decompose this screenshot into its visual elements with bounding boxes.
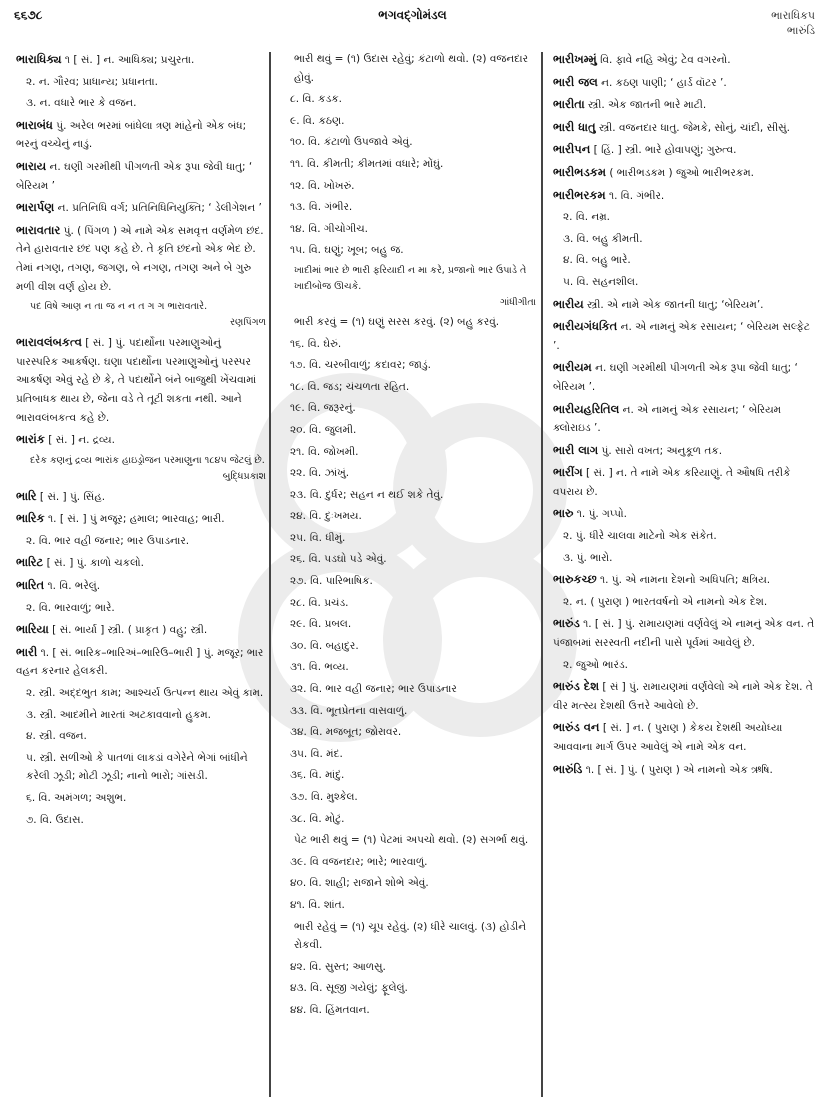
sense: ૨૩. વિ. દુર્ધર; સહન ન થઈ શકે તેવું. bbox=[290, 488, 444, 501]
sense: ૩૭. વિ. મુશ્કેલ. bbox=[290, 791, 358, 803]
definition: પું. સારો વખત; અનુકૂળ તક. bbox=[598, 444, 723, 457]
headword: ભારુકચ્છ bbox=[553, 572, 597, 587]
sense: ૩૯. વિ વજનદાર; ભારે; ભારવાળું. bbox=[290, 855, 428, 868]
sense: ૯. વિ. કઠણ. bbox=[290, 114, 345, 127]
sense: ૬. વિ. અમંગળ; અશુભ. bbox=[26, 792, 127, 804]
column-divider bbox=[269, 52, 271, 1097]
guide-word-last: ભારુંડિ bbox=[786, 24, 815, 37]
dictionary-entry bbox=[16, 620, 266, 640]
dictionary-entry bbox=[16, 116, 266, 154]
dictionary-entry bbox=[16, 509, 266, 529]
headword: ભારાર્પણ bbox=[16, 200, 55, 215]
dictionary-entry bbox=[553, 73, 815, 93]
definition: [ સં. ] પું. પદાર્થોના પરમાણુઓનું પારસ્પરિક આકર્ષણ. ઘણા પદાર્થોના પરમાણુઓનું પરસ્પર આકર્ષણ એવું રહે છે કે, તે પદાર્થોને બંને બાજુથી ખેંચવામાં પ્રતિબાધક થાય છે, જેના વડે તે તૂટી શકતા નથી. આને ભારાવલંબકત્વ કહે છે. bbox=[16, 337, 257, 424]
dictionary-entry bbox=[16, 487, 266, 507]
sense: ૩૮. વિ. મોટું. bbox=[290, 812, 345, 825]
definition: [ સં. ] ન. તે નામે એક કરિયાણું. તે ઔષધિ તરીકે વપરાય છે. bbox=[553, 467, 791, 498]
definition: ૧. વિ. ભરેલું. bbox=[44, 580, 101, 593]
definition: ન. એ નામનું એક રસાયન; ‘ બેરિયમ સલ્ફેટ ’. bbox=[553, 321, 810, 352]
headword: ભારિ bbox=[16, 488, 37, 503]
sense: ૭. વિ. ઉદાસ. bbox=[26, 813, 84, 826]
sense: ૩૫. વિ. મંદ. bbox=[290, 747, 343, 760]
definition: ૧. પું. ગપ્પો. bbox=[573, 508, 627, 521]
definition: ન. પ્રતિનિધિ વર્ગ; પ્રતિનિધિનિયુક્તિ; ‘ ડેલીગેશન ’ bbox=[54, 202, 262, 215]
sense: ૨. પું. ધીરે ચાલવા માટેનો એક સંકેત. bbox=[563, 530, 717, 543]
sense: ૩૦. વિ. બહાદુર. bbox=[290, 639, 359, 652]
sense: ૨૬. વિ. પડઘો પડે એવું. bbox=[290, 553, 387, 566]
headword: ભારાવલંબકત્વ bbox=[16, 335, 82, 350]
definition: [ સં. ભાર્યા ] સ્ત્રી. ( પ્રાકૃત ) વહુ; સ્ત્રી. bbox=[48, 624, 208, 637]
headword: ભારાંક bbox=[16, 432, 45, 447]
sense: ૧૮. વિ. જડ; ચંચળતા રહિત. bbox=[290, 380, 410, 393]
dictionary-entry bbox=[553, 95, 815, 115]
sense: ૪૨. વિ. સુસ્ત; આળસુ. bbox=[290, 960, 386, 973]
dictionary-entry bbox=[16, 50, 266, 70]
citation bbox=[16, 299, 266, 330]
sense: ૩૬. વિ. માંદું. bbox=[290, 769, 345, 782]
headword: ભારિત bbox=[16, 578, 45, 593]
sense: ૩૨. વિ. ભાર વહી જનાર; ભાર ઉપાડનાર bbox=[290, 683, 457, 696]
sense: ૨૧. વિ. જોખમી. bbox=[290, 445, 359, 458]
sense: ૩૪. વિ. મજબૂત; જોરાવર. bbox=[290, 726, 402, 739]
sense: ૪૦. વિ. શાહી; રાજાને શોભે એવું. bbox=[290, 877, 429, 890]
dictionary-entry bbox=[553, 504, 815, 524]
sense: ૨. સ્ત્રી. અદ્દભુત કામ; આશ્ચર્ય ઉત્પન્ન થાય એવું કામ. bbox=[26, 687, 264, 700]
sense: ૪૪. વિ. હિંમતવાન. bbox=[290, 1003, 370, 1016]
sense: ૨૪. વિ. દુઃખમય. bbox=[290, 510, 362, 523]
sense: ૩૩. વિ. ભૂતપ્રેતના વાસવાળું. bbox=[290, 704, 408, 717]
headword: ભારાવતાર bbox=[16, 222, 61, 237]
headword: ભારી જલ bbox=[553, 74, 598, 89]
headword: ભારિક bbox=[16, 511, 45, 526]
definition: ન. ઘણી ગરમીથી પીગળતી એક રૂપા જેવી ધાતુ; ‘ બેરિયમ ’. bbox=[553, 362, 798, 393]
headword: ભારીયમ bbox=[553, 360, 592, 375]
citation-quote: ખાદીમાં ભાર છે ભારી ફરિયાદી ન મા કરે, પ્રજાનો ભાર ઉપાડે તે ખાદીબોજ ઊચકે. bbox=[294, 264, 527, 292]
citation-source: બુદ્ધિપ્રકાશ bbox=[222, 470, 266, 482]
definition: ૧. [ સં. ભારિક–ભારિઅં–ભારિઉ–ભારી ] પું. મજૂર; ભાર વહન કરનાર હેલકરી. bbox=[16, 646, 264, 678]
headword: ભારીભરકમ bbox=[553, 187, 606, 202]
headword: ભારી લાગ bbox=[553, 442, 599, 457]
sense: ૨૨. વિ. ઝાંખું. bbox=[290, 467, 350, 480]
citation-quote: પદ વિષે આણ ન તા જ ન ન ત ગ ગ ભારાવતારે. bbox=[30, 301, 208, 313]
idiom: ભારી કરવું = (૧) ઘણું સરસ કરવું. (૨) બહુ કરવું. bbox=[294, 315, 500, 328]
definition: [ સં. ] ન. દ્રવ્ય. bbox=[44, 434, 115, 447]
dictionary-entry bbox=[16, 576, 266, 596]
dictionary-entry bbox=[16, 198, 266, 218]
definition: ન. ઘણી ગરમીથી પીગળતી એક રૂપા જેવી ધાતુ; ‘ બેરિયમ ’ bbox=[16, 160, 253, 192]
column-right bbox=[553, 50, 815, 782]
headword: ભારીય bbox=[553, 296, 584, 311]
sense: ૨. વિ. ભારવાળું; ભારે. bbox=[26, 601, 115, 614]
sense: ૨૫. વિ. ધીમું. bbox=[290, 531, 346, 544]
citation-quote: દરેક કણનું દ્રવ્ય ભારાંક હાઇડ્રોજન પરમાણુના ૧૮૪૫ જેટલું છે. bbox=[30, 454, 265, 466]
citation-source: ગાંધીગીતા bbox=[500, 296, 536, 308]
dictionary-entry bbox=[553, 614, 815, 652]
definition: ( ભારીભડકમ ) જુઓ ભારીભરકમ. bbox=[606, 166, 754, 179]
dictionary-columns bbox=[0, 30, 825, 1095]
headword: ભારીભડકમ bbox=[553, 164, 607, 179]
sense: ૧૪. વિ. ગીચોગીચ. bbox=[290, 222, 369, 235]
sense: ૮. વિ. કડક. bbox=[290, 93, 342, 106]
sense: ૨૭. વિ. પારિભાષિક. bbox=[290, 575, 373, 588]
guide-word-first: ભારાધિકપ bbox=[771, 9, 815, 22]
headword: ભારુ bbox=[553, 506, 574, 521]
sense: ૧૭. વિ. ચરબીવાળું; કદાવર; જાડું. bbox=[290, 359, 431, 372]
sense: ૧૧. વિ. કીમતી; કીમતમાં વધારે; મોંઘું. bbox=[290, 157, 444, 170]
book-title: ભગવદ્ગોમંડલ bbox=[378, 8, 447, 22]
sense: ૪૧. વિ. શાંત. bbox=[290, 898, 345, 911]
dictionary-entry bbox=[553, 463, 815, 501]
definition: [ સં. ] પું. કાળો ચકલો. bbox=[43, 557, 144, 570]
dictionary-entry bbox=[553, 118, 815, 138]
citation bbox=[16, 453, 266, 484]
sense: ૧૨. વિ. ખોખરું. bbox=[290, 179, 355, 192]
sense: ૪. સ્ત્રી. વજન. bbox=[26, 730, 87, 743]
dictionary-entry bbox=[553, 718, 815, 756]
headword: ભારીતા bbox=[553, 97, 585, 112]
dictionary-entry bbox=[553, 50, 815, 70]
headword: ભારાબંધ bbox=[16, 117, 53, 132]
dictionary-entry bbox=[553, 677, 815, 715]
sense: ૨૯. વિ. પ્રબલ. bbox=[290, 618, 352, 631]
dictionary-entry bbox=[16, 553, 266, 573]
idiom: ભારી રહેવું = (૧) ચૂપ રહેવું. (૨) ધીરે ચાલવું. (૩) હોડીને રોકવી. bbox=[294, 920, 527, 952]
definition: ૧. [ સં. ] પું મજૂર; હમાલ; ભારવાહ; ભારી. bbox=[44, 513, 225, 526]
dictionary-entry bbox=[16, 333, 266, 427]
definition: પું. અરેલ ભરમાં બાંધેલા ત્રણ માંહેનો એક બંધ; ભરનું વચ્ચેનું નાડું. bbox=[16, 119, 247, 151]
sense: ૨૦. વિ. જુલમી. bbox=[290, 423, 357, 436]
headword: ભારીયગંધકિત bbox=[553, 319, 618, 334]
headword: ભારી ધાતુ bbox=[553, 119, 596, 134]
dictionary-entry bbox=[553, 358, 815, 396]
dictionary-entry bbox=[553, 441, 815, 461]
definition: [ સં ] પું. રામાયણમાં વર્ણવેલો એ નામે એક દેશ. તે વીર મત્સ્ય દેશથી ઉત્તરે આવેલો છે. bbox=[553, 681, 813, 712]
dictionary-entry bbox=[553, 570, 815, 590]
sense: ૨૮. વિ. પ્રચંડ. bbox=[290, 596, 349, 609]
idiom: ભારી થવું = (૧) ઉદાસ રહેવું; કંટાળો થવો. (૨) વજનદાર હોવું. bbox=[294, 53, 529, 84]
definition: [ સં. ] ન. ( પુરાણ ) કેકય દેશથી અયોધ્યા આવવાના માર્ગ ઉપર આવેલું એ નામે એક વન. bbox=[553, 722, 783, 753]
citation bbox=[280, 263, 536, 310]
sense: ૩. સ્ત્રી. આદમીને મારતાં અટકાવવાનો હુકમ. bbox=[26, 708, 212, 721]
definition: ન. કઠણ પાણી; ‘ હાર્ડ વૉટર ’. bbox=[597, 76, 727, 89]
headword: ભારીખમ્મું bbox=[553, 52, 597, 66]
dictionary-entry bbox=[553, 163, 815, 183]
dictionary-entry bbox=[553, 317, 815, 355]
headword: ભારુંડિ bbox=[553, 761, 583, 776]
sense: ૧૫. વિ. ઘણું; ખૂબ; બહુ જ. bbox=[290, 244, 404, 257]
definition: સ્ત્રી. એક જાતની ભારે માટી. bbox=[584, 99, 707, 112]
headword: ભારુંડ દેશ bbox=[553, 679, 600, 694]
sense: ૨. જુઓ ભારંડ. bbox=[563, 658, 628, 671]
sense: ૩. વિ. બહુ કીમતી. bbox=[563, 232, 643, 245]
headword: ભારીપન bbox=[553, 142, 591, 157]
sense: ૨. ન. ( પુરાણ ) ભારતવર્ષનો એ નામનો એક દેશ. bbox=[563, 595, 768, 608]
page-header bbox=[0, 0, 825, 37]
sense: ૨. વિ. ભાર વહી જનાર; ભાર ઉપાડનાર. bbox=[26, 534, 190, 547]
dictionary-entry bbox=[553, 760, 815, 780]
sense: ૨. ન. ગૌરવ; પ્રાધાન્ય; પ્રધાનતા. bbox=[26, 75, 158, 88]
headword: ભારિયા bbox=[16, 622, 49, 637]
headword: ભારીંગ bbox=[553, 465, 583, 480]
sense: ૧૬. વિ. ઘેરું. bbox=[290, 337, 342, 350]
sense: ૨. વિ. નમ્ર. bbox=[563, 211, 611, 224]
sense: ૧૯. વિ. જરૂરનું. bbox=[290, 402, 356, 415]
dictionary-entry bbox=[16, 643, 266, 681]
definition: ૧. [ સં. ] પું. રામાયણમાં વર્ણવેલું એ નામનું એક વન. તે પંજાબમાં સરસ્વતી નદીની પાસે પૂર્વમાં આવેલું છે. bbox=[553, 618, 815, 650]
sense: ૫. સ્ત્રી. સળીઓ કે પાતળાં લાકડાં વગેરેને ભેગાં બાંધીને કરેલી ઝૂડી; મોટી ઝૂડી; નાનો ભારો; ગાંસડી. bbox=[26, 751, 248, 783]
column-left bbox=[16, 50, 266, 832]
citation-source: રણપિંગળ bbox=[230, 317, 266, 329]
dictionary-entry bbox=[553, 140, 815, 160]
sense: ૩૧. વિ. ભવ્ય. bbox=[290, 661, 349, 674]
sense: ૩. ન. વધારે ભાર કે વજન. bbox=[26, 97, 137, 110]
idiom: પેટ ભારી થવું = (૧) પેટમાં અપચો થવો. (૨) સગર્ભા થવું. bbox=[294, 834, 529, 847]
dictionary-entry bbox=[553, 295, 815, 315]
headword: ભારુંડ bbox=[553, 616, 580, 631]
dictionary-entry bbox=[553, 186, 815, 206]
definition: ૧. [ સં. ] પું. ( પુરાણ ) એ નામનો એક ઋષિ. bbox=[582, 763, 773, 776]
page-number: ૬૬૭૮ bbox=[14, 8, 43, 22]
definition: ૧. વિ. ગંભીર. bbox=[605, 189, 665, 202]
column-middle bbox=[280, 50, 536, 1023]
dictionary-entry bbox=[553, 400, 815, 438]
definition: પું. ( પિંગળ ) એ નામે એક સમવૃત્ત વર્ણમેળ છંદ. તેને હારાવતાર છંદ પણ કહે છે. તે કૃતિ છંદનો એક ભેદ છે. તેમાં નગણ, તગણ, જગણ, બે નગણ, તગણ અને બે ગુરુ મળી વીશ વર્ણ હોય છે. bbox=[16, 224, 264, 293]
sense: ૪. વિ. બહુ ભારે. bbox=[563, 254, 631, 267]
headword: ભારુંડ વન bbox=[553, 720, 600, 735]
definition: ન. એ નામનું એક રસાયન; ‘ બેરિયમ ક્લોરાઇડ ’. bbox=[553, 403, 782, 435]
headword: ભારાધિક્ય bbox=[16, 52, 62, 66]
definition: ૧ [ સં. ] ન. આધિક્ય; પ્રચુરતા. bbox=[61, 54, 195, 66]
headword: ભારીયહરિતિલ bbox=[553, 401, 620, 416]
headword: ભારાય bbox=[16, 158, 47, 173]
sense: ૪૩. વિ. સૂજી ગયેલું; ફૂલેલું. bbox=[290, 982, 408, 995]
column-divider bbox=[541, 52, 543, 1097]
sense: ૩. પું. ભારો. bbox=[563, 551, 613, 564]
definition: [ સં. ] પું. સિંહ. bbox=[36, 490, 106, 503]
definition: [ હિં. ] સ્ત્રી. ભારે હોવાપણું; ગુરુત્વ. bbox=[590, 144, 737, 157]
sense: ૫. વિ. સહનશીલ. bbox=[563, 275, 639, 288]
definition: વિ. ફાવે નહિ એવું; ટેવ વગરનો. bbox=[596, 54, 731, 66]
headword: ભારી bbox=[16, 644, 38, 659]
sense: ૧૩. વિ. ગંભીર. bbox=[290, 201, 353, 214]
definition: સ્ત્રી. વજનદાર ધાતુ. જેમકે, સોનું, ચાંદી, સીસું. bbox=[595, 121, 790, 134]
dictionary-entry bbox=[16, 157, 266, 195]
definition: સ્ત્રી. એ નામે એક જાતની ધાતુ; ‘બેરિયમ’. bbox=[583, 298, 764, 311]
dictionary-entry bbox=[16, 221, 266, 296]
dictionary-entry bbox=[16, 430, 266, 450]
headword: ભારિટ bbox=[16, 555, 44, 570]
definition: ૧. પું. એ નામના દેશનો અધિપતિ; ક્ષત્રિય. bbox=[596, 574, 771, 587]
sense: ૧૦. વિ. કંટાળો ઉપજાવે એવું. bbox=[290, 136, 413, 149]
